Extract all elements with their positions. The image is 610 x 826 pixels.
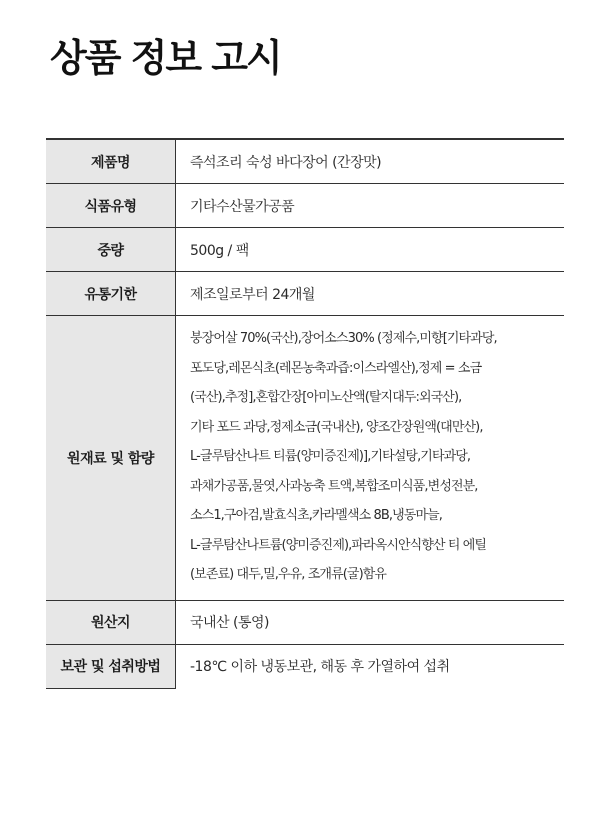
row-label: 중량 [46, 228, 176, 272]
ingredient-line: 과채가공품,물엿,사과농축 트액,복합조미식품,변성전분, [190, 478, 478, 494]
table-row [46, 139, 564, 184]
ingredient-line: (보존료) 대두,밀,우유, 조개류(굴)함유 [190, 567, 387, 582]
ingredient-line: 포도당,레몬식초(레몬농축과즙:이스라엘산),정제 = 소금 [190, 360, 482, 376]
table-row [46, 600, 564, 644]
table-divider-tail [175, 670, 176, 686]
page-title: 상품 정보 고시 [50, 36, 281, 80]
row-label: 제품명 [46, 139, 176, 184]
row-label: 원산지 [46, 600, 176, 644]
table-row [46, 228, 564, 272]
row-value: 국내산 (통영) [176, 600, 565, 644]
table-row [46, 316, 564, 601]
ingredient-line: 붕장어살 70%(국산),장어소스30% (정제수,미향[기타과당, [190, 331, 497, 346]
row-label: 식품유형 [46, 184, 176, 228]
row-value: 기타수산물가공품 [176, 184, 565, 228]
ingredient-line: 기타 포드 과당,정제소금(국내산), 양조간장원액(대만산), [190, 419, 483, 435]
ingredient-line: L-글루탐산나트 티륨(양미증진제)],기타설탕,기타과당, [190, 449, 471, 464]
row-value: 즉석조리 숙성 바다장어 (간장맛) [176, 139, 565, 184]
row-label: 원재료 및 함량 [46, 316, 176, 601]
row-label: 유통기한 [46, 272, 176, 316]
row-value: 500g / 팩 [176, 228, 565, 272]
table-row [46, 272, 564, 316]
row-label: 보관 및 섭취방법 [46, 644, 176, 688]
table-row [46, 644, 564, 688]
ingredient-line: (국산),추정],혼합간장[아미노산액(탈지대두:외국산), [190, 390, 462, 405]
product-info-table [46, 138, 564, 689]
ingredient-line: L-글루탐산나트륨(양미증진제),파라옥시안식향산 티 에틸 [190, 537, 487, 553]
row-value: -18℃ 이하 냉동보관, 해동 후 가열하여 섭취 [190, 659, 450, 676]
table-row [46, 184, 564, 228]
ingredient-line: 소스1,구아검,발효식초,카라멜색소 8B,냉동마늘, [190, 508, 442, 523]
ingredients-value [176, 316, 565, 601]
row-value: 제조일로부터 24개월 [176, 272, 565, 316]
